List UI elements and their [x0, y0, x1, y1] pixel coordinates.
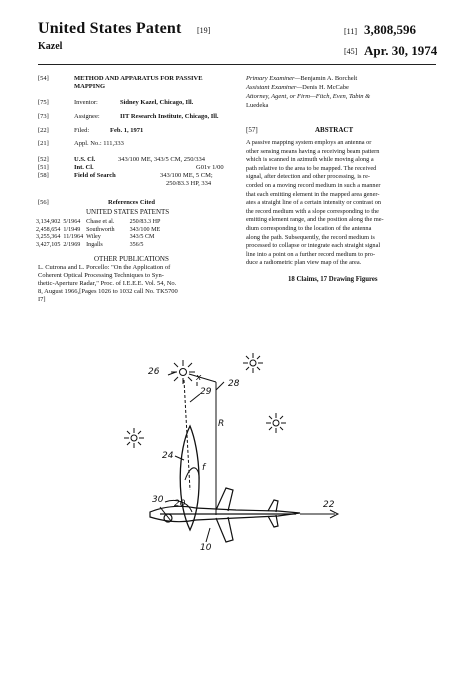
field-code-51: [51] — [38, 164, 49, 171]
label-r: R — [218, 419, 225, 429]
field-code-75: [75] — [38, 99, 49, 106]
abstract-line: dium corresponding to the location of the antenna — [246, 224, 372, 232]
other-publications-title: OTHER PUBLICATIONS — [94, 255, 169, 263]
assistant-examiner-label: Assistant Examiner — [246, 84, 297, 91]
other-pub-line: 8, August 1966,[Pages 1026 to 1032 call No. TK5700 — [38, 288, 178, 295]
assistant-examiner-name: Denis H. McCabe — [302, 84, 349, 91]
emitter-star-upper-right — [243, 353, 263, 373]
label-29: 29 — [200, 387, 212, 397]
assignee-value: IIT Research Institute, Chicago, Ill. — [120, 113, 219, 120]
invention-title-line1: METHOD AND APPARATUS FOR PASSIVE — [74, 75, 203, 82]
citation-number: 3,255,364 — [36, 234, 61, 241]
beam-line — [184, 380, 190, 490]
assignee-label: Assignee: — [74, 113, 100, 120]
attorney-line1: Attorney, Agent, or Firm—Fitch, Even, Tabin & — [246, 93, 371, 100]
abstract-line: path relative to the area to be mapped. The received — [246, 164, 377, 172]
x-offset-line — [189, 374, 216, 382]
abstract-line: duce a radiometric plan view map of the area. — [246, 259, 362, 267]
other-pub-line: Coherent Optical Processing Techniques to Syn- — [38, 272, 164, 279]
title-code: [19] — [197, 26, 211, 35]
filed-value: Feb. 1, 1971 — [110, 127, 144, 134]
label-20: 20 — [174, 499, 186, 509]
assistant-examiner: Assistant Examiner—Denis H. McCabe — [246, 84, 349, 91]
citation-date: 5/1964 — [63, 219, 81, 225]
leader-24 — [175, 456, 184, 460]
us-cl-value: 343/100 ME, 343/5 CM, 250/334 — [118, 156, 206, 163]
abstract-title: ABSTRACT — [315, 126, 354, 134]
search-field-value1: 343/100 ME, 5 CM; — [160, 172, 213, 179]
abstract-line: along the path. Subsequently, the record medium is — [246, 233, 375, 241]
beam-angle-arc — [185, 468, 199, 480]
abstract-code: [57] — [246, 126, 258, 134]
field-code-21: [21] — [38, 140, 49, 147]
abstract-line: the record medium with a slope corresponding to the — [246, 207, 379, 215]
patent-date: Apr. 30, 1974 — [364, 43, 438, 58]
patent-number: 3,808,596 — [364, 22, 416, 37]
patent-figure — [0, 330, 476, 700]
label-26: 26 — [148, 367, 160, 377]
table-row — [36, 227, 163, 235]
primary-examiner-label: Primary Examiner — [246, 75, 295, 82]
int-cl-value: G01v 1/00 — [196, 164, 224, 171]
citation-date: 1/1949 — [63, 226, 81, 233]
abstract-line: which is scanned in azimuth while moving along a — [246, 156, 374, 164]
citation-name: Chase et al. — [86, 219, 115, 225]
field-code-52: [52] — [38, 156, 49, 163]
citation-number: 2,458,654 — [36, 226, 61, 233]
refs-cited-subtitle: UNITED STATES PATENTS — [86, 208, 170, 216]
citation-number: 3,134,902 — [36, 219, 61, 225]
other-pub-line: thetic-Aperture Radar," Proc. of I.E.E.E. Vol. 54, No. — [38, 280, 177, 287]
number-code: [11] — [344, 27, 358, 36]
appl-no: Appl. No.: 111,333 — [74, 140, 124, 147]
int-cl-label: Int. Cl. — [74, 164, 94, 171]
refs-cited-title: References Cited — [108, 199, 155, 206]
citation-number: 3,427,105 — [36, 241, 61, 248]
primary-examiner-name: Benjamin A. Borchelt — [300, 75, 358, 82]
abstract-line: signal, after detection and other processing, is re- — [246, 173, 370, 181]
field-code-58: [58] — [38, 172, 49, 179]
primary-examiner: Primary Examiner—Benjamin A. Borchelt — [246, 75, 358, 82]
citation-name: Wiley — [86, 234, 101, 241]
header-rule — [38, 64, 436, 65]
citation-class: 343/100 ME — [129, 226, 161, 233]
abstract-line: A passive mapping system employs an antenna or — [246, 139, 372, 146]
citation-name: Southworth — [86, 226, 115, 233]
leader-28 — [216, 382, 224, 390]
citation-class: 250/83.3 HP — [129, 219, 161, 225]
inventor-label: Inventor: — [74, 99, 98, 106]
attorney-line2: Luedeka — [246, 102, 269, 109]
leader-29 — [190, 394, 200, 402]
citation-name: Ingalls — [86, 241, 103, 248]
abstract-text — [246, 139, 440, 268]
invention-title-line2: MAPPING — [74, 83, 106, 90]
date-code: [45] — [344, 47, 358, 56]
claims-count: 18 Claims, 17 Drawing Figures — [288, 276, 378, 283]
field-code-73: [73] — [38, 113, 49, 120]
field-code-54: [54] — [38, 75, 49, 82]
citations-table — [36, 219, 163, 249]
label-30: 30 — [152, 495, 164, 505]
table-row — [36, 242, 163, 250]
abstract-line: processed to collapse or integrate each straight signal — [246, 242, 381, 250]
abstract-line: line into a point on a further record medium to pro- — [246, 250, 376, 258]
field-code-22: [22] — [38, 127, 49, 134]
label-28: 28 — [228, 379, 240, 389]
abstract-line: that each emitting element in the mapped area gener- — [246, 190, 380, 198]
abstract-line: ates a straight line of a certain intensity or contrast on — [246, 199, 381, 207]
label-24: 24 — [162, 451, 174, 461]
search-field-value2: 250/83.3 HP, 334 — [166, 180, 212, 187]
patent-header-title: United States Patent — [38, 20, 182, 37]
emitter-star-right — [266, 413, 286, 433]
field-code-56: [56] — [38, 199, 49, 206]
other-pub-line: I7] — [38, 296, 46, 303]
emitter-star-left — [124, 428, 144, 448]
citation-date: 2/1969 — [63, 241, 81, 248]
inventor-short-name: Kazel — [38, 41, 63, 52]
label-22: 22 — [323, 500, 335, 510]
aircraft — [150, 488, 300, 542]
us-cl-label: U.S. Cl. — [74, 156, 96, 163]
citation-class: 356/5 — [129, 241, 144, 248]
abstract-line: corded on a moving record medium in such a manner — [246, 181, 381, 189]
abstract-line: other sensing means having a receiving beam pattern — [246, 147, 380, 155]
search-field-label: Field of Search — [74, 172, 116, 179]
leader-10 — [206, 528, 210, 542]
table-row — [36, 234, 163, 242]
abstract-line: emitting element range, and the position along the me- — [246, 216, 384, 224]
inventor-value: Sidney Kazel, Chicago, Ill. — [120, 99, 194, 106]
label-10: 10 — [200, 543, 212, 553]
other-pub-line: L. Cutrona and L. Porcello: "On the Application of — [38, 264, 171, 271]
table-row — [36, 219, 163, 227]
citation-class: 343/5 CM — [129, 234, 155, 241]
label-f: f — [202, 463, 206, 473]
label-x: x — [196, 373, 202, 383]
filed-label: Filed: — [74, 127, 90, 134]
citation-date: 11/1964 — [63, 234, 84, 241]
